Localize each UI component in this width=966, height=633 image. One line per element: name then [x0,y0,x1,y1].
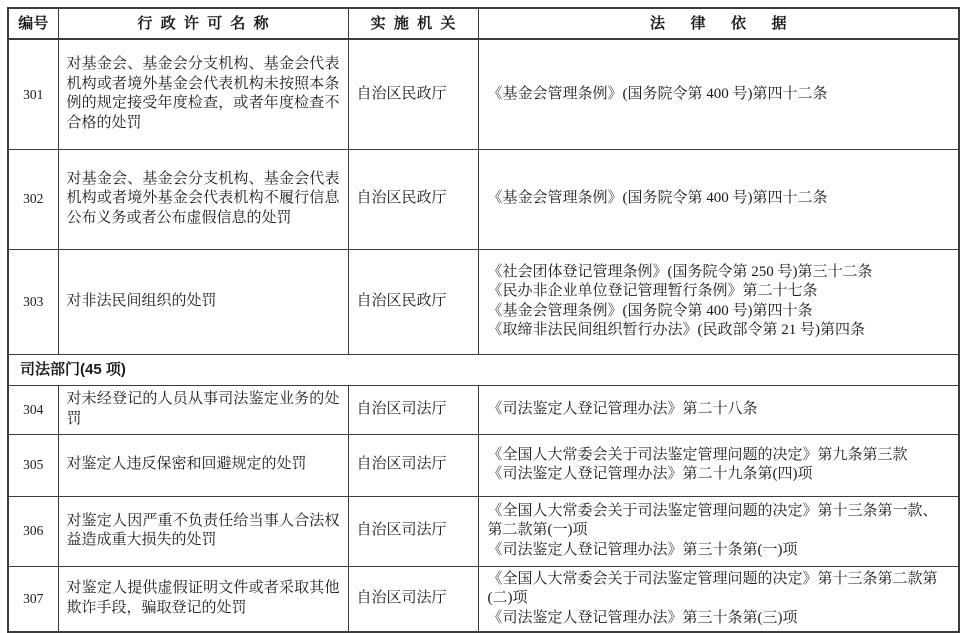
legal-basis-cell [478,149,959,249]
implementing-agency: 自治区司法厅 [348,566,478,632]
implementing-agency: 自治区司法厅 [348,385,478,434]
row-number: 301 [8,39,58,149]
legal-basis-item: 《基金会管理条例》(国务院令第 400 号)第四十二条 [487,85,828,102]
legal-basis-cell [478,496,959,566]
legal-basis-item: 《司法鉴定人登记管理办法》第二十九条第(四)项 [487,466,813,482]
row-number: 307 [8,566,58,632]
license-name: 对未经登记的人员从事司法鉴定业务的处罚 [58,385,348,434]
license-name: 对基金会、基金会分支机构、基金会代表机构或者境外基金会代表机构未按照本条例的规定接受年度检查，或者年度检查不合格的处罚 [58,39,348,149]
table-row [8,385,959,434]
table-row [8,249,959,354]
table-row [8,39,959,149]
legal-basis-item: 《民办非企业单位登记管理暂行条例》第二十七条 [487,283,818,299]
table-header-row [8,8,959,39]
legal-basis-item: 《司法鉴定人登记管理办法》第二十八条 [487,400,758,417]
legal-basis-cell [478,434,959,496]
implementing-agency: 自治区民政厅 [348,39,478,149]
table-row [8,149,959,249]
section-header: 司法部门(45 项) [8,354,959,385]
license-name: 对鉴定人提供虚假证明文件或者采取其他欺诈手段，骗取登记的处罚 [58,566,348,632]
implementing-agency: 自治区民政厅 [348,149,478,249]
license-name: 对鉴定人因严重不负责任给当事人合法权益造成重大损失的处罚 [58,496,348,566]
license-table [7,7,960,633]
legal-basis-cell [478,566,959,632]
legal-basis-item: 《全国人大常委会关于司法鉴定管理问题的决定》第九条第三款 [487,446,908,463]
legal-basis-item: 《全国人大常委会关于司法鉴定管理问题的决定》第十三条第二款第(二)项 [487,570,938,606]
legal-basis-item: 《取缔非法民间组织暂行办法》(民政部令第 21 号)第四条 [487,322,865,338]
table-row [8,496,959,566]
section-row [8,354,959,385]
legal-basis-item: 《基金会管理条例》(国务院令第 400 号)第四十条 [487,302,813,319]
legal-basis-cell [478,385,959,434]
table-row [8,566,959,632]
column-header-agency: 实施机关 [348,8,478,39]
legal-basis-item: 《全国人大常委会关于司法鉴定管理问题的决定》第十三条第一款、第二款第(一)项 [487,502,938,539]
row-number: 303 [8,249,58,354]
license-name: 对非法民间组织的处罚 [58,249,348,354]
license-name: 对鉴定人违反保密和回避规定的处罚 [58,434,348,496]
legal-basis-item: 《司法鉴定人登记管理办法》第三十条第(一)项 [487,541,798,558]
row-number: 302 [8,149,58,249]
legal-basis-cell [478,39,959,149]
table-row [8,434,959,496]
implementing-agency: 自治区司法厅 [348,434,478,496]
legal-basis-item: 《司法鉴定人登记管理办法》第三十条第(三)项 [487,609,798,626]
implementing-agency: 自治区民政厅 [348,249,478,354]
row-number: 304 [8,385,58,434]
row-number: 305 [8,434,58,496]
column-header-legal: 法律依据 [478,8,959,39]
row-number: 306 [8,496,58,566]
license-name: 对基金会、基金会分支机构、基金会代表机构或者境外基金会代表机构不履行信息公布义务或者公布虚假信息的处罚 [58,149,348,249]
column-header-id: 编号 [8,8,58,39]
legal-basis-item: 《社会团体登记管理条例》(国务院令第 250 号)第三十二条 [487,263,873,280]
legal-basis-item: 《基金会管理条例》(国务院令第 400 号)第四十二条 [487,190,828,207]
column-header-name: 行政许可名称 [58,8,348,39]
legal-basis-cell [478,249,959,354]
implementing-agency: 自治区司法厅 [348,496,478,566]
